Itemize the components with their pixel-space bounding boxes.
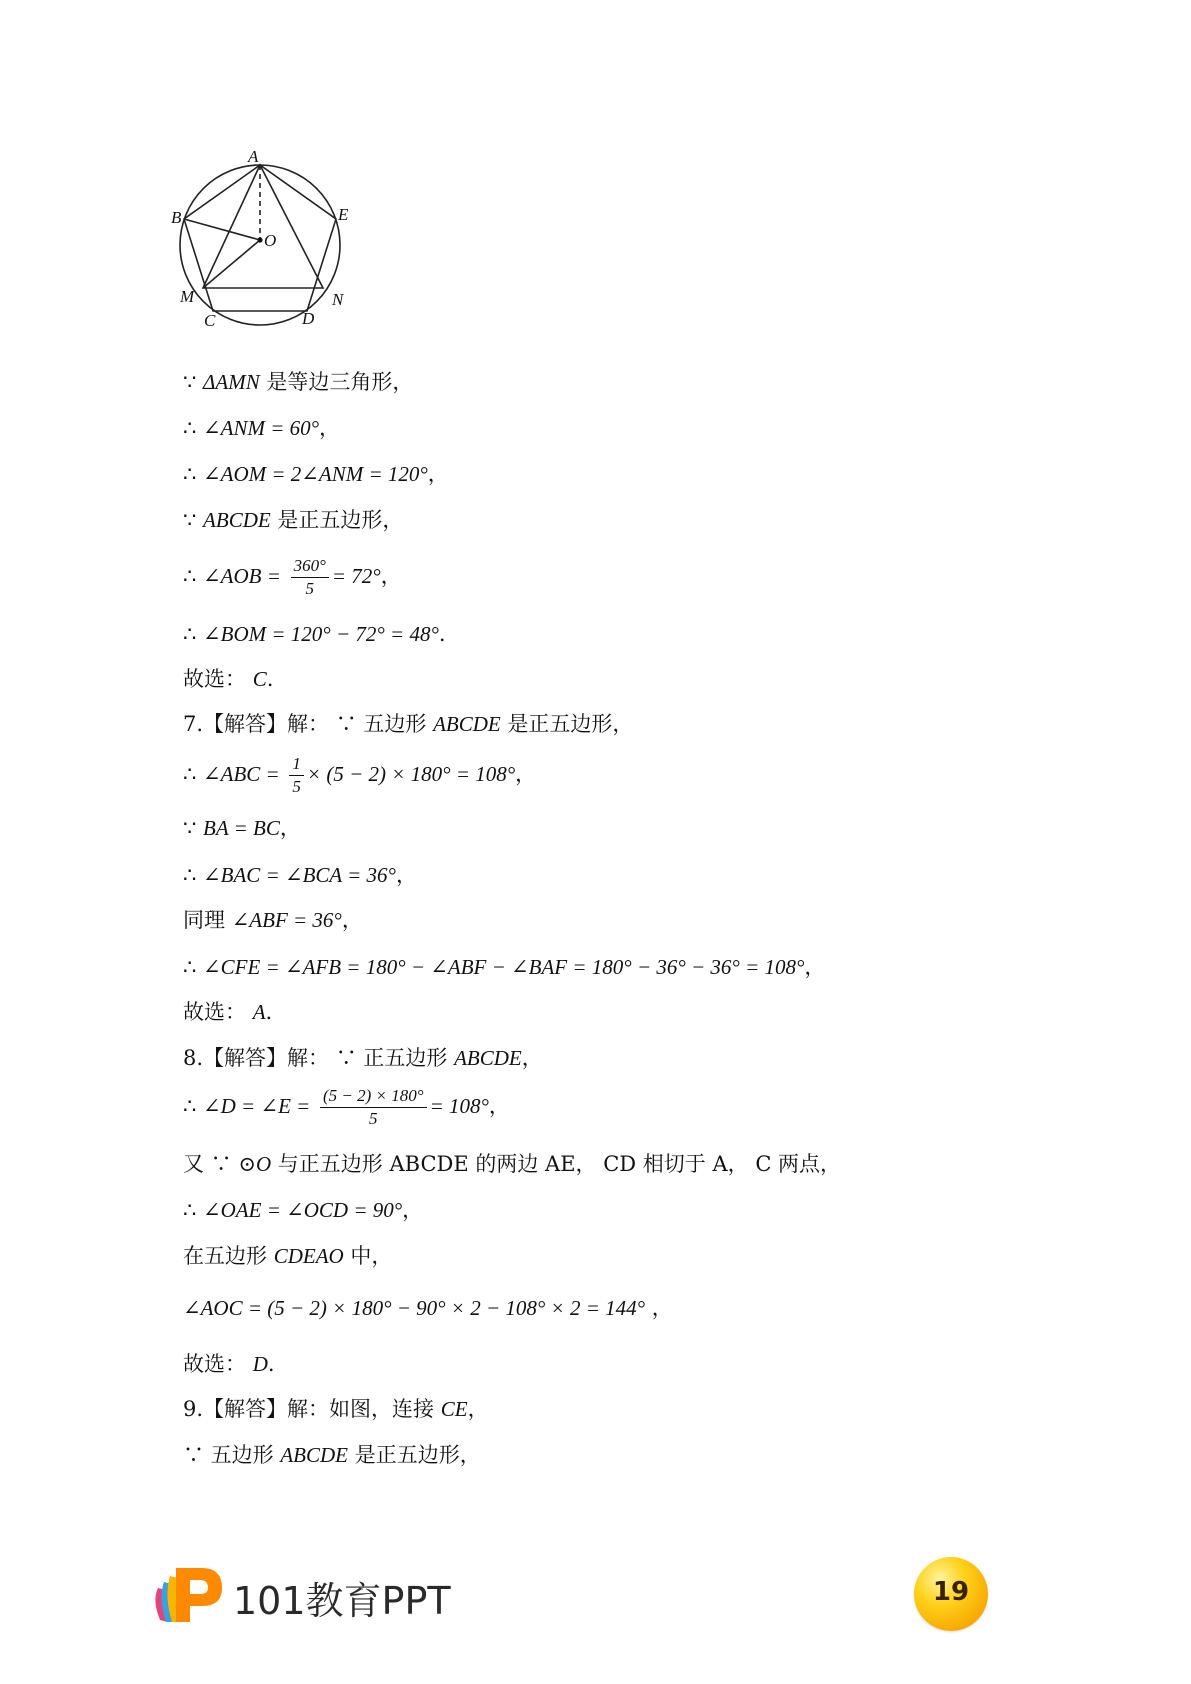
pentagon-circle-diagram [171, 147, 380, 360]
circumcircle [180, 165, 340, 325]
text-line: 9.【解答】解：如图，连接 CE， [183, 1397, 489, 1421]
label-b: B [171, 208, 182, 227]
fraction: $\frac{(5 - 2) \times 180^\circ}{5}$ [320, 1085, 427, 1130]
fraction: $\frac{1}{5}$ [289, 753, 304, 798]
text-line: 同理 ∠ABF = 36°， [183, 908, 363, 932]
text-line: ∵ BA = BC， [183, 816, 301, 840]
text-line: ∠AOC = (5 − 2) × 180° − 90° × 2 − 108° × 2 = 144° ， [183, 1296, 673, 1320]
label-n: N [332, 290, 344, 309]
label-e: E [338, 205, 349, 224]
segment-ob [184, 219, 260, 240]
label-c: C [204, 311, 216, 330]
geometry-figure [171, 147, 380, 360]
text-line: ∴ ∠CFE = ∠AFB = 180° − ∠ABF − ∠BAF = 180° − 36° − 36° = 108°， [183, 955, 826, 979]
brand-p-icon [150, 1560, 230, 1630]
brand-name: 101教育PPT [233, 1579, 451, 1623]
text-line-fraction: ∴ ∠AOB = $\frac{360^\circ}{5}$ = 72°， [183, 556, 402, 598]
text-line: ∴ ∠BAC = ∠BCA = 36°， [183, 863, 417, 887]
triangle-amn [203, 165, 323, 288]
label-m: M [180, 287, 195, 306]
text-line: 故选： D. [183, 1352, 275, 1376]
brand-logo [150, 1560, 470, 1630]
label-a: A [248, 147, 259, 166]
text-line: 又 ∵ ⊙O 与正五边形 ABCDE 的两边 AE， CD 相切于 A， C 两点， [183, 1152, 842, 1176]
text-line: 8.【解答】解： ∵ 正五边形 ABCDE， [183, 1046, 543, 1070]
page-number: 19 [932, 1577, 970, 1607]
text-line: ∴ ∠OAE = ∠OCD = 90°， [183, 1198, 424, 1222]
label-o: O [264, 231, 277, 250]
segment-om [203, 240, 260, 288]
text-line-fraction: ∴ ∠D = ∠E = $\frac{(5 - 2) \times 180^\circ}{5}$ = 108°， [183, 1086, 510, 1128]
text-line: ∴ ∠BOM = 120° − 72° = 48°. [183, 622, 446, 646]
text-line: ∵ ΔAMN 是等边三角形， [183, 370, 414, 394]
label-d: D [302, 309, 315, 328]
fraction: $\frac{360^\circ}{5}$ [291, 555, 329, 600]
text-line: 在五边形 CDEAO 中， [183, 1244, 393, 1268]
text-line: ∴ ∠AOM = 2∠ANM = 120°， [183, 462, 449, 486]
center-o-point [257, 237, 262, 242]
text-line: 故选： C. [183, 667, 274, 691]
text-line: 7.【解答】解： ∵ 五边形 ABCDE 是正五边形， [183, 712, 634, 736]
text-line: ∴ ∠ANM = 60°， [183, 416, 341, 440]
text-line: ∵ 五边形 ABCDE 是正五边形， [183, 1443, 481, 1467]
text-line: 故选： A. [183, 1000, 273, 1024]
text-line-fraction: ∴ ∠ABC = $\frac{1}{5}$ × (5 − 2) × 180° = 108°， [183, 754, 537, 796]
text-line: ∵ ABCDE 是正五边形， [183, 508, 404, 532]
page-number-badge [914, 1557, 988, 1631]
